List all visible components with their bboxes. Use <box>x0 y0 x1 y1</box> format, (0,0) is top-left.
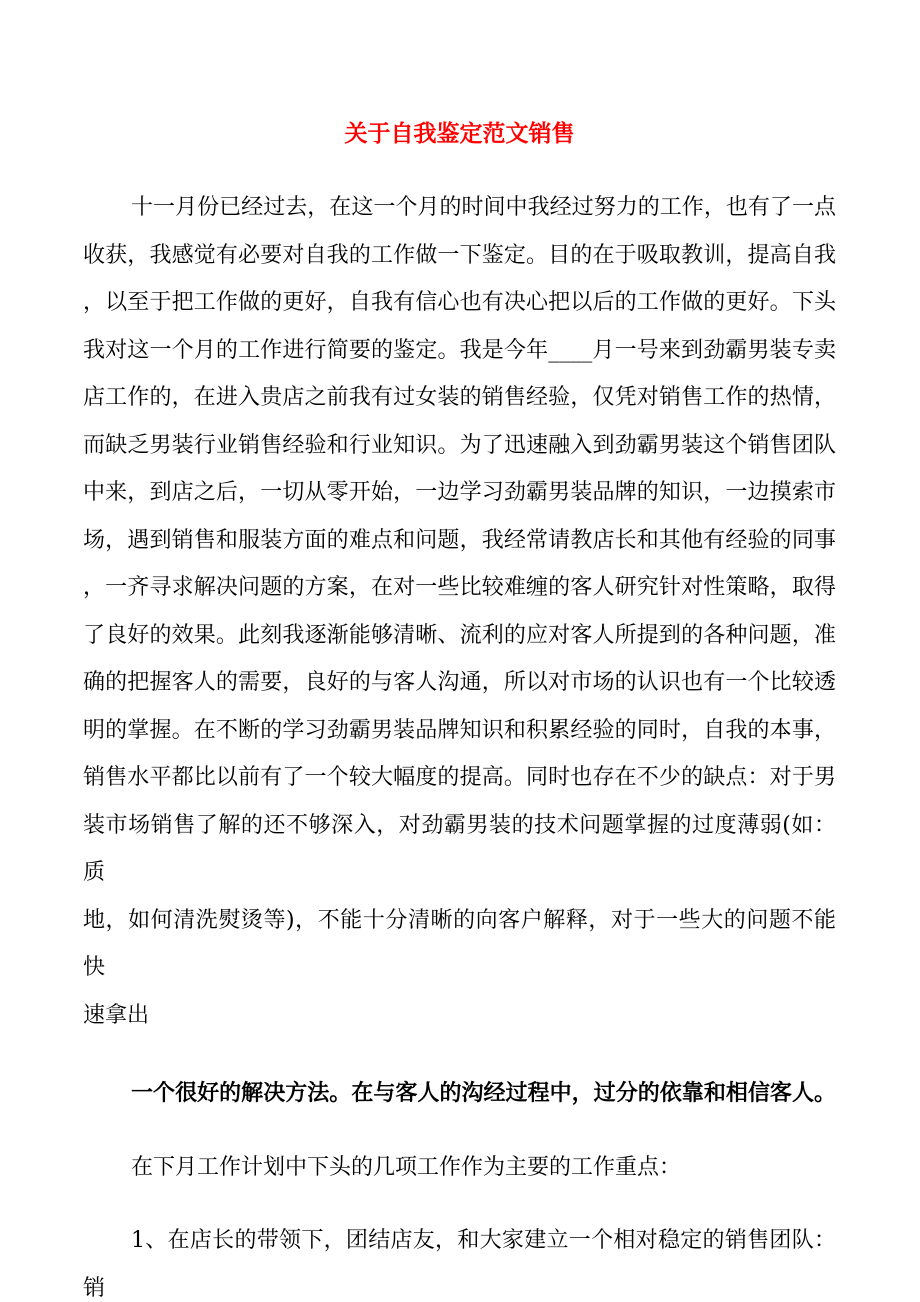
paragraph-line: 明的掌握。在不断的学习劲霸男装品牌知识和积累经验的同时，自我的本事， <box>83 717 836 743</box>
paragraph <box>83 1144 836 1192</box>
paragraph-line: 场，遇到销售和服装方面的难点和问题，我经常请教店长和其他有经验的同事 <box>83 527 836 553</box>
paragraph-line: 地，如何清洗熨烫等)，不能十分清晰的向客户解释，对于一些大的问题不能快 <box>83 907 836 980</box>
document-title: 关于自我鉴定范文销售 <box>344 120 575 147</box>
paragraph-line: ，一齐寻求解决问题的方案，在对一些比较难缠的客人研究针对性策略，取得 <box>83 575 836 600</box>
paragraph-line: 销售水平都比以前有了一个较大幅度的提高。同时也存在不少的缺点：对于男 <box>83 765 836 790</box>
paragraph-line: ，以至于把工作做的更好，自我有信心也有决心把以后的工作做的更好。下头 <box>83 290 836 315</box>
paragraph-line: 装市场销售了解的还不够深入，对劲霸男装的技术问题掌握的过度薄弱(如：质 <box>83 812 836 885</box>
paragraph-line: 在下月工作计划中下头的几项工作作为主要的工作重点： <box>131 1154 682 1180</box>
document-body <box>83 184 836 1302</box>
paragraph-line: 确的把握客人的需要，良好的与客人沟通，所以对市场的认识也有一个比较透 <box>83 670 836 695</box>
paragraph <box>83 184 836 1039</box>
paragraph-line: 收获，我感觉有必要对自我的工作做一下鉴定。目的在于吸取教训，提高自我 <box>83 242 836 268</box>
paragraph-line: 而缺乏男装行业销售经验和行业知识。为了迅速融入到劲霸男装这个销售团队 <box>83 432 836 458</box>
paragraph-line: 中来，到店之后，一切从零开始，一边学习劲霸男装品牌的知识，一边摸索市 <box>83 480 836 505</box>
paragraph-line: 我对这一个月的工作进行简要的鉴定。我是今年____月一号来到劲霸男装专卖 <box>83 337 836 363</box>
paragraph-line: 一个很好的解决方法。在与客人的沟经过程中，过分的依靠和相信客人。 <box>131 1080 836 1106</box>
paragraph <box>83 1217 836 1302</box>
paragraph-line: 速拿出 <box>83 1002 150 1028</box>
paragraph-line: 了良好的效果。此刻我逐渐能够清晰、流利的应对客人所提到的各种问题，准 <box>83 622 836 648</box>
paragraph-line: 1、在店长的带领下，团结店友，和大家建立一个相对稳定的销售团队：销 <box>83 1228 836 1301</box>
paragraph-bold <box>83 1070 836 1118</box>
paragraph-line: 十一月份已经过去，在这一个月的时间中我经过努力的工作，也有了一点 <box>131 195 836 220</box>
paragraph-line: 店工作的，在进入贵店之前我有过女装的销售经验，仅凭对销售工作的热情， <box>83 385 836 410</box>
